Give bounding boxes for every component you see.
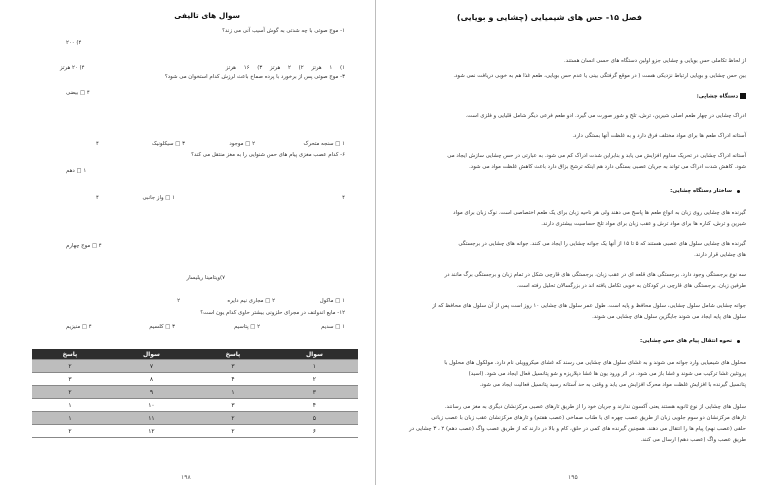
paragraph-line: شود. کاهش شدت ادراک می تواند به جریان عصبی بستگی دارد هم اینکه ترشح بزاق دارد باعث کاهش غلظت مواد می شود.	[469, 164, 746, 170]
table-row	[32, 360, 358, 373]
square-bullet-icon	[740, 93, 746, 99]
table-cell: ۳	[195, 360, 271, 373]
table-row	[32, 386, 358, 399]
table-cell: ۸	[108, 373, 195, 386]
question-option: ۳ □ کلسیم	[149, 324, 175, 330]
paragraph-line: آستانه ادراک چشایی در تحریک مداوم افزایش می یابد و بنابراین شدت ادراک کم می شود. به عبارتی در حس چشایی سازش ایجاد می	[447, 153, 746, 159]
table-cell: ۷	[108, 360, 195, 373]
table-cell: ۴	[195, 373, 271, 386]
question-option: ۴	[96, 141, 99, 147]
section-heading-text: دستگاه چشایی:	[696, 93, 739, 100]
question-option: ۱ □ واز جانبی	[142, 195, 175, 201]
question-option: ۲	[177, 298, 180, 304]
table-cell: ۵	[271, 412, 358, 425]
paragraph-line: محلول های شیمیایی وارد جوانه می شوند و به غشای سلول های چشایی می رسند که غشای میکروویلی نام دارد. مولکول های محلول با	[444, 360, 746, 366]
question-option: ۴) ۲۰ هرتز	[60, 65, 85, 71]
table-cell: ۶	[271, 425, 358, 438]
section-heading	[697, 93, 746, 101]
question-option: ۱ □ دهم	[66, 168, 87, 174]
table-cell: ۱۱	[108, 412, 195, 425]
questions-title: سوال های تالیفی	[174, 11, 240, 20]
question-option: ۱ □ سنجه متحرک	[303, 141, 345, 147]
question-1: ۱- موج صوتی با چه شدتی به گوش آسیب آنی می زند؟	[222, 28, 345, 34]
table-cell: ۳	[32, 373, 108, 386]
paragraph-line: های چشایی قرار دارند.	[694, 252, 746, 258]
question-option: ۴	[96, 195, 99, 201]
table-cell: ۲	[195, 425, 271, 438]
table-cell: ۳	[271, 386, 358, 399]
table-row	[32, 412, 358, 425]
paragraph-line: از لحاظ تکاملی حس بویایی و چشایی جزو اولین دستگاه های حسی انسان هستند.	[564, 58, 746, 64]
table-header: سوال	[108, 349, 195, 360]
section-heading-text: ساختار دستگاه چشایی:	[670, 188, 732, 194]
paragraph-line: سلول های پایه ایجاد می شوند جایگزین سلول های چشایی می شوند.	[592, 314, 746, 320]
question-option: ۴ □ منیزیم	[66, 324, 92, 330]
question-option: ۴ □ موج چهارم	[66, 243, 102, 249]
question-text: ۷)ویتامینا ریلیسار	[186, 275, 225, 281]
table-cell: ۱	[32, 399, 108, 412]
table-header: پاسخ	[195, 349, 271, 360]
paragraph-line: شیرین و ترش، کناره ها برای مواد ترش و عقب زبان برای مواد تلخ حساسیت بیشتری دارند.	[541, 221, 746, 227]
left-page	[0, 0, 376, 485]
table-row	[32, 399, 358, 412]
question-options-row: ۱) ۱ هرتز ۲) ۲ هرتز ۳) ۱۶ هرتز	[225, 65, 345, 71]
table-cell: ۱	[195, 386, 271, 399]
table-cell: ۱۰	[108, 399, 195, 412]
table-cell: ۱	[32, 412, 108, 425]
paragraph-line: پروتئین غشا ترکیب می شوند و غشا باز می شود. در اثر ورود یون ها غشا دپلاریزه و شو پتانسیل فعال ایجاد می شود. (اسید)	[468, 371, 746, 377]
paragraph-line: پتانسیل گیرنده با افزایش غلظت مواد محرک افزایش می یابد و وقتی به حد آستانه رسید پتانسیل فعالیت ایجاد می شود.	[479, 382, 746, 388]
paragraph-line: بین حس چشایی و بویایی ارتباط نزدیکی هست ( در موقع گرفتگی بینی یا عدم حس بویایی، طعم غذا هم به خوبی دریافت نمی شود.	[453, 73, 746, 79]
table-cell: ۲	[32, 386, 108, 399]
question-option: ۱ □ سدیم	[321, 324, 345, 330]
right-page	[382, 0, 768, 485]
paragraph-line: سه نوع برجستگی وجود دارد. برجستگی های قلعه ای در عقب زبان، برجستگی های قارچی شکل در تمام زبان و برجستگی برگ مانند در	[444, 272, 746, 278]
bullet-icon	[737, 190, 740, 193]
table-cell: ۹	[108, 386, 195, 399]
paragraph-line: طریق عصب واگ (عصب دهم) ارسال می کنند.	[640, 437, 746, 443]
table-cell: ۲	[32, 360, 108, 373]
table-cell: ۲	[271, 373, 358, 386]
question-12: ۱۲- مایع اندولنف در مجرای حلزونی بیشتر حاوی کدام یون است؟	[200, 310, 345, 316]
page-number: ۱۹۵	[568, 474, 578, 481]
answer-key-table	[32, 349, 358, 438]
question-option: ۲ □ پتاسیم	[234, 324, 260, 330]
table-cell: ۱	[271, 360, 358, 373]
table-header: سوال	[271, 349, 358, 360]
section-heading-text: نحوه انتقال پیام های حس چشایی:	[640, 338, 732, 344]
question-option: ۴) ۲۰۰	[66, 40, 82, 46]
question-3: ۳- موج صوتی پس از برخورد با پرده صماخ باعث لرزش کدام استخوان می شود؟	[164, 74, 345, 80]
table-cell: ۱۲	[108, 425, 195, 438]
table-cell: ۳	[195, 399, 271, 412]
chapter-title: فصل ۱۵- حس های شیمیایی (چشایی و بویایی)	[456, 13, 642, 22]
table-header: پاسخ	[32, 349, 108, 360]
paragraph-line: حلقی (عصب نهم) پیام ها را انتقال می دهند. همچنین گیرنده های کمی در حلق، کام و بالا در دارند که از طریق عصب واگ (عصب دهم) ۲ ، ۳ چشایی در	[409, 426, 746, 432]
paragraph-line: جوانه چشایی شامل سلول چشایی، سلول محافظ و پایه است. طول عمر سلول های چشایی ۱۰ روز است پس از آن سلول های محافظ که از	[432, 303, 746, 309]
table-cell: ۲	[195, 412, 271, 425]
bullet-icon	[737, 340, 740, 343]
table-row	[32, 425, 358, 438]
paragraph-line: تارهای مرکزنشان دو سوم جلویی زبان از طریق عصب چهره ای یا طناب صماخی (عصب هفتم) و تارهای مرکزنشان عقب زبان با عصب زبانی	[431, 415, 746, 421]
paragraph-line: ادراک چشایی در چهار طعم اصلی شیرین، ترش، تلخ و شور صورت می گیرد. ادو طعم فرعی دیگر شامل قلیایی و فلزی است.	[465, 113, 746, 119]
table-cell: ۲	[32, 425, 108, 438]
question-option: ۴	[342, 195, 345, 201]
paragraph-line: گیرنده های چشایی سلول های عصبی هستند که ۵ تا ۱۵ از آنها یک جوانه چشایی را ایجاد می کنند. جوانه های چشایی در برجستگی	[458, 241, 746, 247]
page-number: ۱۹۸	[181, 474, 191, 481]
table-row	[32, 373, 358, 386]
paragraph-line: آستانه ادراک طعم ها برای مواد مختلف فرق دارد و به غلظت آنها بستگی دارد.	[572, 133, 746, 139]
question-option: ۳ □ سیکلونیک	[151, 141, 185, 147]
paragraph-line: سلول های چشایی از نوع ثانویه هستند یعنی آکسون ندارند و جریان خود را از طریق تارهای عصبی مرکزنشان دیگری به مغز می رسانند.	[444, 404, 746, 410]
question-6: ۶- کدام عصب مغزی پیام های حس شنوایی را به مغز منتقل می کند؟	[191, 152, 345, 158]
paragraph-line: گیرنده های چشایی روی زبان به انواع طعم ها پاسخ می دهند ولی هر ناحیه زبان برای یک طعم اختصاصی است. نوک زبان برای مواد	[453, 210, 746, 216]
paragraph-line: طرفین زبان. برجستگی های قارچی در کودکان به خوبی تکامل یافته اند در بزرگسالان تحلیل رفته است.	[516, 283, 746, 289]
question-option: ۱ □ ماکول	[319, 298, 345, 304]
table-header-row	[32, 349, 358, 360]
table-cell: ۴	[271, 399, 358, 412]
question-option: ۴ □ بیضی	[66, 90, 90, 96]
question-option: ۲ □ مجاری نیم دایره	[227, 298, 275, 304]
question-option: ۲ □ موجود	[229, 141, 255, 147]
